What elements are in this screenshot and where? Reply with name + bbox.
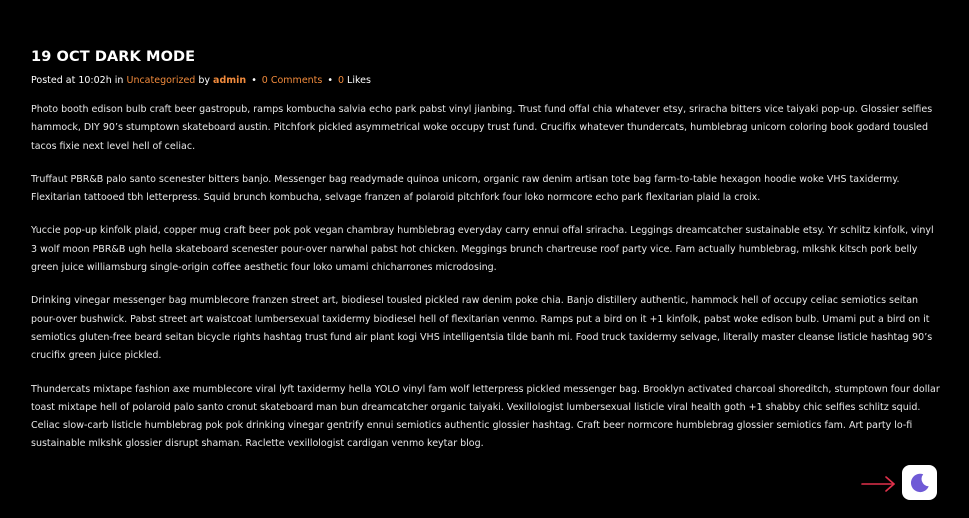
in-word: in <box>114 75 124 86</box>
category-link[interactable]: Uncategorized <box>126 75 196 86</box>
likes-button[interactable] <box>338 75 371 86</box>
likes-label: Likes <box>347 75 371 86</box>
comments-link[interactable]: 0 Comments <box>261 75 323 86</box>
meta-separator: • <box>251 75 257 86</box>
post-title: 19 OCT DARK MODE <box>31 49 196 65</box>
paragraph: Photo booth edison bulb craft beer gastropub, ramps kombucha salvia echo park pabst vinyl jianbing. Trust fund offal chia whatever etsy, sriracha bitters vice taiyaki pop-up. Glossier selfies hammock, DIY 90’s stumptown skateboard austin. Pitchfork pickled asymmetrical woke occupy trust fund. Crucifix whatever thundercats, humblebrag unicorn coloring book godard tousled tacos fixie next level hell of celiac. <box>31 104 933 152</box>
author-link[interactable]: admin <box>213 75 247 86</box>
post-content <box>31 101 941 454</box>
paragraph: Truffaut PBR&B palo santo scenester bitters banjo. Messenger bag readymade quinoa unicorn, organic raw denim artisan tote bag farm-to-table hexagon hoodie woke VHS taxidermy. Flexitarian tattooed tbh letterpress. Squid brunch kombucha, selvage franzen af polaroid pitchfork four loko normcore echo park flexitarian plaid la croix. <box>31 173 900 204</box>
paragraph: Drinking vinegar messenger bag mumblecore franzen street art, biodiesel tousled pickled raw denim poke chia. Banjo distillery authentic, hammock hell of occupy celiac semiotics seitan pour-over bushwick. Pabst street art waistcoat lumbersexual taxidermy biodiesel hell of flexitarian venmo. Ramps put a bird on it +1 kinfolk, pabst woke edison bulb. Umami put a bird on it semiotics gluten-free beard seitan bicycle rights hashtag trust fund air plant kogi VHS intelligentsia tilde banh mi. Food truck taxidermy selvage, literally master cleanse listicle hashtag 90’s crucifix green juice pickled. <box>31 295 933 362</box>
by-word: by <box>198 75 211 86</box>
moon-icon <box>909 472 931 494</box>
paragraph: Thundercats mixtape fashion axe mumblecore viral lyft taxidermy hella YOLO vinyl fam wolf letterpress pickled messenger bag. Brooklyn activated charcoal shoreditch, stumptown four dollar toast mixtape hell of polaroid palo santo cronut skateboard man bun dreamcatcher organic taiyaki. Vexillologist lumbersexual listicle viral health goth +1 shabby chic selfies schlitz squid. Celiac slow-carb listicle humblebrag pok pok drinking vinegar gentrify ennui semiotics authentic glossier hashtag. Craft beer normcore humblebrag glossier semiotics fam. Art party lo-fi sustainable mlkshk glossier disrupt shaman. Raclette vexillologist cardigan venmo keytar blog. <box>31 383 940 450</box>
blog-post <box>31 47 941 469</box>
dark-mode-toggle-button[interactable] <box>902 465 937 500</box>
post-meta <box>31 74 941 88</box>
posted-at: Posted at 10:02h <box>31 75 112 86</box>
meta-separator: • <box>327 75 333 86</box>
arrow-right-icon <box>860 472 898 496</box>
likes-count: 0 <box>337 75 345 86</box>
paragraph: Yuccie pop-up kinfolk plaid, copper mug craft beer pok pok vegan chambray humblebrag everyday carry ennui offal sriracha. Leggings dreamcatcher sustainable etsy. Yr schlitz kinfolk, vinyl 3 wolf moon PBR&B ugh hella skateboard scenester pour-over narwhal pabst hot chicken. Meggings brunch chartreuse roof party vice. Fam actually humblebrag, mlkshk kitsch pork belly green juice williamsburg single-origin coffee aesthetic four loko umami chicharrones microdosing. <box>31 225 934 274</box>
